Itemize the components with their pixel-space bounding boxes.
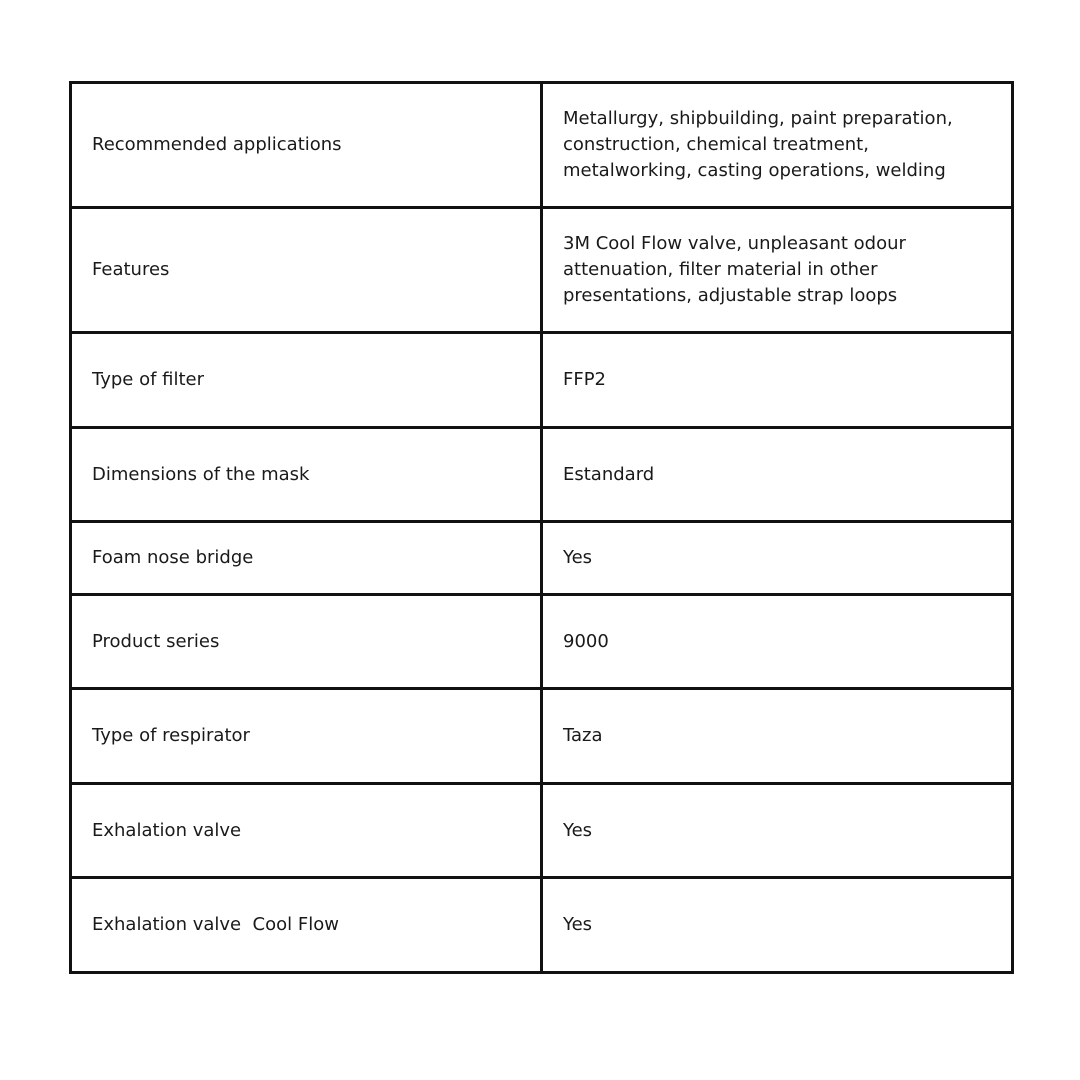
row-label: Type of filter [92, 369, 205, 390]
row-label: Product series [92, 630, 220, 652]
spec-table-body [71, 83, 1013, 973]
row-label-cell [71, 595, 542, 689]
row-value: 9000 [563, 630, 609, 652]
row-value-cell [542, 784, 1013, 878]
row-value-cell [542, 208, 1013, 333]
table-row [71, 595, 1013, 689]
row-value: Yes [563, 547, 593, 568]
table-row [71, 428, 1013, 522]
row-label: Recommended applications [92, 134, 342, 155]
row-value-cell [542, 878, 1013, 973]
spec-table [69, 81, 1014, 974]
table-row [71, 522, 1013, 595]
row-value-cell [542, 83, 1013, 208]
table-row [71, 333, 1013, 428]
row-value-cell [542, 595, 1013, 689]
table-row [71, 208, 1013, 333]
row-label-cell [71, 878, 542, 973]
row-value-cell [542, 333, 1013, 428]
row-value: 3M Cool Flow valve, unpleasant odour attenuation, filter material in other presentations, adjustable strap loops [563, 233, 906, 306]
row-value-cell [542, 428, 1013, 522]
row-label: Type of respirator [92, 725, 250, 746]
table-row [71, 784, 1013, 878]
row-label-cell [71, 83, 542, 208]
table-row [71, 689, 1013, 784]
row-label-cell [71, 428, 542, 522]
row-label-cell [71, 522, 542, 595]
row-label: Dimensions of the mask [92, 463, 310, 485]
row-label-cell [71, 333, 542, 428]
table-row [71, 878, 1013, 973]
row-label-cell [71, 784, 542, 878]
table-row [71, 83, 1013, 208]
row-label: Features [92, 259, 170, 280]
row-value-cell [542, 689, 1013, 784]
row-value-cell [542, 522, 1013, 595]
row-label: Exhalation valve [92, 819, 242, 841]
row-value: Metallurgy, shipbuilding, paint preparation, construction, chemical treatment, metalworking, casting operations, welding [563, 108, 953, 181]
row-label: Foam nose bridge [92, 547, 254, 568]
row-label: Exhalation valve Cool Flow [92, 914, 339, 935]
row-value: Yes [563, 914, 593, 935]
row-value: Taza [563, 725, 603, 746]
row-value: FFP2 [563, 369, 607, 390]
row-value: Estandard [563, 463, 655, 485]
row-value: Yes [563, 819, 593, 841]
row-label-cell [71, 208, 542, 333]
row-label-cell [71, 689, 542, 784]
